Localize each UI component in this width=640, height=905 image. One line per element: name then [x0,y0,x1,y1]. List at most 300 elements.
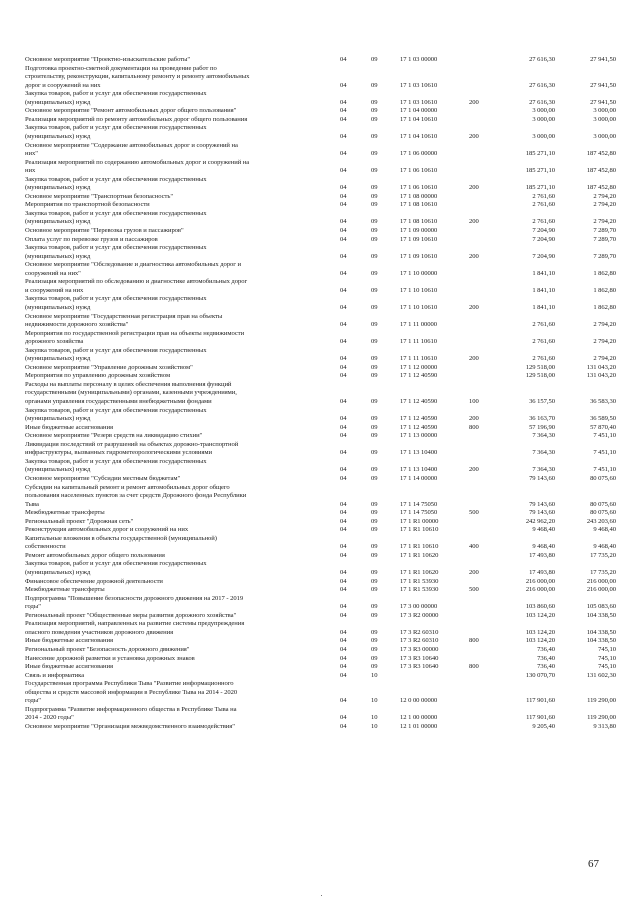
table-row [0,201,640,210]
expense-type-code: 400 [469,543,479,551]
table-row [0,672,640,681]
row-name [25,227,340,236]
row-name-line: (муниципальных) нужд [25,218,91,226]
amount-year-1: 7 204,90 [532,227,555,234]
amount-year-2: 27 941,50 [590,81,616,89]
amount-year-2: 104 338,50 [586,611,616,619]
row-name-line: Иные бюджетные ассигнования [25,423,113,431]
section-code: 04 [340,192,347,200]
amount-year-2: 3 000,00 [593,132,616,140]
section-code: 04 [340,449,347,457]
expense-type-code: 800 [469,423,479,431]
subsection-code: 09 [371,372,378,380]
subsection-code: 09 [371,363,378,371]
row-name-line: сооружений на них" [25,269,81,277]
row-name-line: Основное мероприятие "Управление дорожным хозяйством" [25,363,193,371]
amount-year-2: 745,10 [598,645,616,653]
target-article-code: 17 1 11 10610 [400,338,438,346]
target-article-code: 17 1 10 00000 [400,269,438,277]
row-name [25,347,340,364]
amount-year-1: 185 271,10 [525,167,555,175]
table-row [0,116,640,125]
amount-year-2: 119 290,00 [587,697,616,705]
row-name-line: Подготовка проектно-сметной документации на проведение работ по [25,64,217,72]
row-name-line: (муниципальных) нужд [25,132,91,140]
amount-year-1: 1 841,10 [532,303,555,311]
table-row [0,90,640,107]
target-article-code: 17 1 11 00000 [400,321,438,329]
section-code: 04 [340,500,347,508]
section-code: 04 [340,509,347,517]
amount-year-2: 7 289,70 [593,252,616,260]
target-article-code: 17 1 13 10400 [400,449,438,457]
row-name [25,142,340,159]
target-article-code: 17 1 R1 10620 [400,568,439,576]
table-row [0,227,640,236]
target-article-code: 17 1 10 10610 [400,286,438,294]
table-row [0,475,640,484]
table-row [0,56,640,65]
expense-type-code: 500 [469,586,479,594]
table-row [0,680,640,706]
row-name [25,201,340,210]
table-row [0,518,640,527]
row-name [25,586,340,595]
row-name-line: Закупка товаров, работ и услуг для обеспечения государственных [25,244,207,252]
amount-year-2: 216 000,00 [586,586,616,594]
amount-year-1: 3 000,00 [532,132,555,140]
table-row [0,441,640,458]
row-name [25,526,340,535]
section-code: 04 [340,697,347,705]
row-name [25,680,340,706]
section-code: 04 [340,227,347,234]
subsection-code: 09 [371,115,378,123]
amount-year-2: 9 468,40 [593,543,616,551]
table-row [0,372,640,381]
table-row [0,424,640,433]
section-code: 04 [340,132,347,140]
expense-type-code: 200 [469,132,479,140]
row-name-line: Основное мероприятие "Субсидии местным бюджетам" [25,474,181,482]
row-name-line: Основное мероприятие "Проектно-изыскательские работы" [25,56,191,63]
row-name-line: пользования населенных пунктов за счет средств Дорожного фонда Республики [25,492,247,500]
target-article-code: 17 1 06 10610 [400,184,438,192]
row-name-line: Нанесение дорожной разметки и установка дорожных знаков [25,654,195,662]
expense-type-code: 200 [469,355,479,363]
section-code: 04 [340,218,347,226]
section-code: 04 [340,56,347,63]
table-row [0,637,640,646]
subsection-code: 09 [371,201,378,209]
amount-year-2: 1 862,80 [593,269,616,277]
table-row [0,193,640,202]
amount-year-1: 2 761,60 [532,192,555,200]
row-name [25,560,340,577]
row-name [25,407,340,424]
target-article-code: 17 1 03 00000 [400,56,438,63]
row-name-line: Межбюджетные трансферты [25,586,105,594]
amount-year-1: 216 000,00 [525,586,555,594]
row-name-line: опасного поведения участников дорожного движения [25,628,174,636]
amount-year-2: 80 075,60 [590,509,616,517]
target-article-code: 17 1 13 00000 [400,432,438,440]
amount-year-1: 103 124,20 [525,628,555,636]
amount-year-2: 27 941,50 [590,98,616,106]
target-article-code: 17 3 R2 60310 [400,628,439,636]
row-name-line: Реализация мероприятий по содержанию автомобильных дорог и сооружений на [25,158,250,166]
row-name [25,244,340,261]
table-row [0,509,640,518]
subsection-code: 09 [371,611,378,619]
amount-year-2: 216 000,00 [586,577,616,585]
amount-year-1: 79 143,60 [529,474,555,482]
table-row [0,407,640,424]
target-article-code: 17 1 09 10610 [400,252,438,260]
row-name-line: дорожного хозяйства [25,338,84,346]
row-name-line: Межбюджетные трансферты [25,509,105,517]
subsection-code: 09 [371,218,378,226]
amount-year-1: 216 000,00 [525,577,555,585]
section-code: 04 [340,184,347,192]
row-name [25,124,340,141]
row-name [25,193,340,202]
amount-year-2: 187 452,80 [586,150,616,158]
target-article-code: 17 1 06 00000 [400,150,438,158]
section-code: 04 [340,98,347,106]
section-code: 04 [340,611,347,619]
amount-year-2: 745,10 [598,654,616,662]
row-name-line: Основное мероприятие "Резерв средств на ликвидацию стихии" [25,432,203,440]
subsection-code: 09 [371,603,378,611]
target-article-code: 17 3 R2 60310 [400,637,439,645]
target-article-code: 17 1 03 10610 [400,98,438,106]
table-row [0,646,640,655]
row-name [25,236,340,245]
amount-year-1: 27 616,30 [529,56,555,63]
row-name-line: Реконструкция автомобильных дорог и сооружений на них [25,526,189,534]
row-name-line: Закупка товаров, работ и услуг для обеспечения государственных [25,90,207,98]
row-name-line: Региональный проект "Дорожная сеть" [25,517,134,525]
table-row [0,432,640,441]
section-code: 04 [340,722,347,730]
section-code: 04 [340,150,347,158]
amount-year-1: 2 761,60 [532,218,555,226]
subsection-code: 09 [371,286,378,294]
amount-year-2: 80 075,60 [590,500,616,508]
target-article-code: 17 3 R3 10640 [400,654,439,662]
amount-year-1: 2 761,60 [532,201,555,209]
table-row [0,620,640,637]
table-row [0,142,640,159]
table-row [0,552,640,561]
table-row [0,236,640,245]
row-name-line: Государственная программа Республики Тыва "Развитие информационного [25,680,234,688]
amount-year-2: 3 000,00 [593,115,616,123]
amount-year-2: 2 794,20 [593,338,616,346]
target-article-code: 17 1 R1 53930 [400,586,439,594]
amount-year-1: 7 364,30 [532,449,555,457]
section-code: 04 [340,654,347,662]
row-name-line: Основное мероприятие "Обследование и диагностика автомобильных дорог и [25,261,241,269]
target-article-code: 17 1 R1 00000 [400,517,439,525]
row-name [25,706,340,723]
subsection-code: 09 [371,423,378,431]
target-article-code: 17 1 04 00000 [400,107,438,115]
amount-year-2: 80 075,60 [590,474,616,482]
row-name [25,424,340,433]
row-name [25,65,340,91]
row-name-line: Закупка товаров, работ и услуг для обеспечения государственных [25,406,207,414]
section-code: 04 [340,115,347,123]
section-code: 04 [340,338,347,346]
row-name [25,278,340,295]
row-name-line: 2014 - 2020 годы" [25,714,74,722]
amount-year-2: 2 794,20 [593,201,616,209]
amount-year-1: 242 962,20 [525,517,555,525]
row-name-line: Региональный проект "Безопасность дорожного движения" [25,645,190,653]
subsection-code: 09 [371,517,378,525]
row-name-line: них [25,167,36,175]
target-article-code: 17 3 R3 00000 [400,645,439,653]
subsection-code: 10 [371,671,378,679]
section-code: 04 [340,252,347,260]
row-name [25,116,340,125]
amount-year-1: 1 841,10 [532,269,555,277]
table-row [0,484,640,510]
row-name-line: дорог и сооружений на них [25,81,101,89]
amount-year-1: 36 157,50 [529,397,555,405]
section-code: 04 [340,201,347,209]
row-name-line: Закупка товаров, работ и услуг для обеспечения государственных [25,175,207,183]
amount-year-1: 736,40 [537,645,555,653]
expense-type-code: 200 [469,568,479,576]
subsection-code: 09 [371,252,378,260]
amount-year-1: 130 070,70 [525,671,555,679]
subsection-code: 10 [371,697,378,705]
expense-type-code: 800 [469,637,479,645]
section-code: 04 [340,577,347,585]
expense-type-code: 200 [469,98,479,106]
target-article-code: 17 3 R3 10640 [400,663,439,671]
amount-year-2: 104 338,50 [586,637,616,645]
table-row [0,347,640,364]
amount-year-2: 57 870,40 [590,423,616,431]
amount-year-2: 243 203,60 [586,517,616,525]
target-article-code: 17 1 R1 10610 [400,526,439,534]
row-name [25,176,340,193]
amount-year-2: 2 794,20 [593,218,616,226]
amount-year-2: 17 735,20 [590,568,616,576]
amount-year-2: 131 602,30 [586,671,616,679]
section-code: 04 [340,526,347,534]
amount-year-2: 1 862,80 [593,286,616,294]
expense-type-code: 200 [469,415,479,423]
table-row [0,586,640,595]
amount-year-1: 9 205,40 [532,722,555,730]
amount-year-1: 2 761,60 [532,338,555,346]
amount-year-2: 7 451,10 [593,449,616,457]
target-article-code: 17 1 13 10400 [400,466,438,474]
row-name-line: Мероприятия по государственной регистрации прав на объекты недвижимости [25,329,245,337]
row-name-line: Подпрограмма "Повышение безопасности дорожного движения на 2017 - 2019 [25,594,244,602]
target-article-code: 17 1 03 10610 [400,81,438,89]
subsection-code: 09 [371,235,378,243]
row-name-line: Основное мероприятие "Организация межведомственного взаимодействия" [25,722,235,730]
row-name [25,381,340,407]
subsection-code: 09 [371,568,378,576]
expense-type-code: 200 [469,252,479,260]
subsection-code: 09 [371,107,378,115]
row-name-line: Реализация мероприятий по ремонту автомобильных дорог общего пользования [25,115,248,123]
table-row [0,261,640,278]
subsection-code: 09 [371,415,378,423]
section-code: 04 [340,603,347,611]
amount-year-2: 3 000,00 [593,107,616,115]
row-name-line: годы" [25,603,41,611]
subsection-code: 09 [371,543,378,551]
target-article-code: 17 1 12 40590 [400,397,438,405]
row-name [25,313,340,330]
subsection-code: 09 [371,81,378,89]
row-name [25,578,340,587]
target-article-code: 17 1 12 40590 [400,415,438,423]
table-row [0,278,640,295]
row-name [25,646,340,655]
amount-year-1: 79 143,60 [529,509,555,517]
row-name [25,509,340,518]
section-code: 04 [340,637,347,645]
subsection-code: 09 [371,432,378,440]
amount-year-1: 9 468,40 [532,526,555,534]
row-name-line: (муниципальных) нужд [25,355,91,363]
subsection-code: 09 [371,192,378,200]
amount-year-1: 185 271,10 [525,184,555,192]
row-name [25,475,340,484]
subsection-code: 09 [371,184,378,192]
target-article-code: 17 1 R1 10610 [400,543,439,551]
subsection-code: 09 [371,526,378,534]
amount-year-1: 2 761,60 [532,321,555,329]
amount-year-1: 117 901,60 [526,697,555,705]
target-article-code: 17 1 10 10610 [400,303,438,311]
target-article-code: 12 1 00 00000 [400,714,438,722]
row-name-line: недвижимости дорожного хозяйства" [25,321,129,329]
section-code: 04 [340,466,347,474]
row-name-line: них" [25,150,38,158]
amount-year-1: 79 143,60 [529,500,555,508]
row-name [25,372,340,381]
amount-year-1: 17 493,80 [529,568,555,576]
amount-year-1: 3 000,00 [532,115,555,123]
amount-year-1: 7 364,30 [532,432,555,440]
target-article-code: 17 1 08 00000 [400,192,438,200]
subsection-code: 09 [371,586,378,594]
row-name-line: Закупка товаров, работ и услуг для обеспечения государственных [25,457,207,465]
expense-type-code: 200 [469,303,479,311]
table-row [0,655,640,664]
amount-year-2: 119 290,00 [587,714,616,722]
table-row [0,595,640,612]
table-row [0,535,640,552]
row-name [25,159,340,176]
amount-year-2: 745,10 [598,663,616,671]
amount-year-1: 103 124,20 [525,637,555,645]
target-article-code: 17 3 R2 00000 [400,611,439,619]
table-row [0,176,640,193]
subsection-code: 09 [371,577,378,585]
target-article-code: 17 1 04 10610 [400,115,438,123]
row-name-line: Субсидии на капитальный ремонт и ремонт автомобильных дорог общего [25,483,230,491]
amount-year-1: 27 616,30 [529,98,555,106]
section-code: 04 [340,568,347,576]
row-name [25,663,340,672]
row-name-line: Закупка товаров, работ и услуг для обеспечения государственных [25,295,207,303]
amount-year-1: 7 364,30 [532,466,555,474]
amount-year-1: 57 196,90 [529,423,555,431]
table-row [0,612,640,621]
section-code: 04 [340,167,347,175]
amount-year-2: 2 794,20 [593,192,616,200]
target-article-code: 17 1 12 00000 [400,363,438,371]
row-name-line: Основное мероприятие "Ремонт автомобильных дорог общего пользования" [25,107,237,115]
section-code: 04 [340,269,347,277]
row-name-line: Основное мероприятие "Перевозка грузов и пассажиров" [25,227,184,234]
section-code: 04 [340,321,347,329]
amount-year-1: 736,40 [537,654,555,662]
amount-year-2: 36 583,30 [590,397,616,405]
table-row [0,381,640,407]
table-row [0,107,640,116]
amount-year-2: 131 043,20 [586,363,616,371]
section-code: 04 [340,423,347,431]
row-name-line: Расходы на выплаты персоналу в целях обеспечения выполнения функций [25,380,232,388]
target-article-code: 17 1 12 40590 [400,423,438,431]
target-article-code: 17 1 08 10610 [400,201,438,209]
row-name [25,261,340,278]
row-name-line: инфраструктуры, вызванных гидрометеорологическими условиями [25,449,212,457]
amount-year-2: 2 794,20 [593,321,616,329]
table-row [0,210,640,227]
amount-year-2: 2 794,20 [593,355,616,363]
row-name-line: Основное мероприятие "Государственная регистрация прав на объекты [25,312,223,320]
row-name-line: государственными (муниципальными) органами, казенными учреждениями, [25,389,237,397]
subsection-code: 10 [371,714,378,722]
row-name-line: (муниципальных) нужд [25,415,91,423]
subsection-code: 09 [371,500,378,508]
section-code: 04 [340,397,347,405]
row-name-line: Ремонт автомобильных дорог общего пользования [25,551,165,559]
row-name-line: Основное мероприятие "Транспортная безопасность" [25,192,173,200]
subsection-code: 09 [371,338,378,346]
amount-year-1: 103 860,60 [525,603,555,611]
section-code: 04 [340,235,347,243]
row-name-line: (муниципальных) нужд [25,98,91,106]
subsection-code: 09 [371,56,378,63]
row-name-line: Основное мероприятие "Содержание автомобильных дорог и сооружений на [25,141,238,149]
row-name-line: Закупка товаров, работ и услуг для обеспечения государственных [25,346,207,354]
section-code: 04 [340,551,347,559]
subsection-code: 10 [371,722,378,730]
row-name [25,330,340,347]
section-code: 04 [340,303,347,311]
subsection-code: 09 [371,449,378,457]
row-name [25,295,340,312]
row-name [25,210,340,227]
row-name-line: (муниципальных) нужд [25,252,91,260]
amount-year-2: 7 289,70 [593,227,616,234]
subsection-code: 09 [371,509,378,517]
